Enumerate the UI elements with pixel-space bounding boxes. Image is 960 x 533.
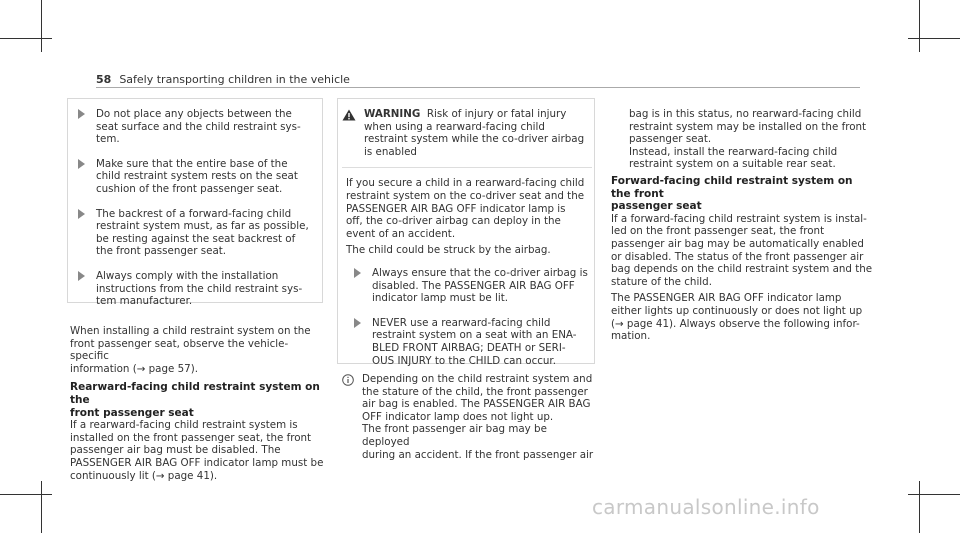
bullet-line: Make sure that the entire base of the (96, 157, 288, 170)
warning-label: WARNING (364, 108, 421, 120)
text-line: the stature of the child, the front passenger (362, 385, 588, 398)
warning-title-line: is enabled (364, 145, 417, 158)
page-title: Safely transporting children in the vehicle (119, 73, 350, 86)
crop-mark (41, 481, 42, 533)
crop-mark (908, 494, 960, 495)
crop-mark (0, 494, 52, 495)
bullet-line: disabled. The PASSENGER AIR BAG OFF (372, 279, 575, 292)
warning-triangle-icon (342, 109, 356, 121)
text-line: restraint system on the co-driver seat and the (346, 189, 585, 202)
arrow-bullet-icon (78, 271, 85, 281)
text-line: The front passenger air bag may be deployed (362, 423, 547, 448)
text-line: Depending on the child restraint system and (362, 373, 593, 385)
bullet-line: tem. (96, 133, 120, 146)
bullet-line: seat surface and the child restraint sys- (96, 120, 301, 133)
crop-mark (0, 38, 52, 39)
text-line: bag is in this status, no rearward-facing child (629, 108, 862, 120)
bullet-line: instructions from the child restraint sys- (96, 282, 303, 295)
warning-content (342, 108, 592, 379)
left-column (70, 108, 320, 320)
text-line: installed on the front passenger seat, the front (70, 431, 312, 444)
text-line: information (→ page 57). (70, 362, 199, 375)
left-text (70, 325, 326, 482)
bullet-line: Do not place any objects between the (96, 108, 292, 120)
text-line: stature of the child. (611, 275, 712, 288)
bullet-line: OUS INJURY to the CHILD can occur. (372, 354, 556, 367)
text-line: If a rearward-facing child restraint system is (70, 419, 298, 432)
warning-title-line: WARNING Risk of injury or fatal injury (364, 108, 567, 120)
text-line: PASSENGER AIR BAG OFF indicator lamp must be (70, 456, 324, 469)
text-line: air bag is enabled. The PASSENGER AIR BAG (362, 398, 591, 411)
text-line: or disabled. The status of the front passenger air (611, 250, 864, 263)
text-line: front passenger seat, observe the vehicle-specific (70, 337, 289, 363)
text-line: mation. (611, 330, 651, 343)
arrow-bullet-icon (78, 209, 85, 219)
text-line: The child could be struck by the airbag. (346, 244, 551, 257)
text-line: PASSENGER AIR BAG OFF indicator lamp is (346, 202, 566, 215)
paragraph (346, 177, 592, 240)
text-line: passenger air bag may be automatically enabled (611, 237, 864, 250)
divider (342, 167, 592, 168)
bullet-line: restraint system must, as far as possible, (96, 220, 309, 233)
arrow-bullet-icon (354, 318, 361, 328)
right-column (611, 108, 873, 343)
bullet-line: the front passenger seat. (96, 245, 227, 258)
text-line: If a forward-facing child restraint system is instal- (611, 212, 867, 225)
text-line: led on the front passenger seat, the front (611, 225, 825, 238)
bullet-item (70, 108, 320, 146)
page-header (96, 73, 350, 86)
text-line: passenger seat. (629, 133, 712, 146)
crop-mark (908, 38, 960, 39)
arrow-bullet-icon (354, 268, 361, 278)
header-rule (96, 87, 860, 88)
warning-header (342, 108, 592, 158)
text-line: When installing a child restraint system on the (70, 325, 311, 337)
text-line: off, the co-driver airbag can deploy in the (346, 215, 561, 228)
page-number: 58 (96, 73, 112, 86)
bullet-line: NEVER use a rearward-facing child (372, 316, 551, 329)
bullet-line: be resting against the seat backrest of (96, 232, 296, 245)
bullet-line: BLED FRONT AIRBAG; DEATH or SERI- (372, 341, 566, 354)
text-line: event of an accident. (346, 227, 456, 240)
crop-mark (41, 0, 42, 52)
paragraph (70, 419, 326, 482)
text-line: bag depends on the child restraint system and the (611, 263, 873, 276)
section-heading: Forward-facing child restraint system on the front passenger seat (611, 174, 853, 213)
text-line: restraint system may be installed on the front (629, 120, 867, 133)
text-line: Instead, install the rearward-facing child (629, 145, 838, 158)
bullet-item (346, 267, 592, 305)
info-note (342, 373, 594, 461)
text-line: The PASSENGER AIR BAG OFF indicator lamp (611, 292, 842, 305)
paragraph (611, 292, 873, 342)
text-line: during an accident. If the front passenger air (362, 448, 594, 461)
arrow-bullet-icon (78, 159, 85, 169)
bullet-item (70, 208, 320, 258)
text-line: OFF indicator lamp does not light up. (362, 410, 554, 423)
text-line: continuously lit (→ page 41). (70, 469, 218, 482)
bullet-line: Always ensure that the co-driver airbag is (372, 266, 588, 279)
info-icon (342, 374, 354, 386)
bullet-line: child restraint system rests on the seat (96, 170, 298, 183)
paragraph (611, 108, 873, 171)
bullet-line: indicator lamp must be lit. (372, 292, 509, 305)
bullet-item (70, 270, 320, 308)
bullet-line: The backrest of a forward-facing child (96, 207, 292, 220)
text-line: passenger air bag must be disabled. The (70, 444, 281, 457)
paragraph (611, 213, 873, 289)
bullet-item (346, 317, 592, 367)
text-line: If you secure a child in a rearward-facing child (346, 177, 585, 190)
crop-mark (919, 481, 920, 533)
text-line: either lights up continuously or does not light up (611, 304, 863, 317)
section-heading: Rearward-facing child restraint system on the front passenger seat (70, 381, 320, 419)
paragraph (346, 244, 592, 257)
warning-title-line: when using a rearward-facing child (364, 120, 545, 133)
bullet-item (70, 158, 320, 196)
text-line: restraint system on a suitable rear seat. (629, 158, 836, 171)
paragraph (70, 325, 326, 375)
crop-mark (919, 0, 920, 52)
bullet-line: cushion of the front passenger seat. (96, 182, 283, 195)
watermark: carmanualsonline.info (592, 495, 820, 519)
bullet-line: restraint system on a seat with an ENA- (372, 329, 577, 342)
arrow-bullet-icon (78, 109, 85, 119)
warning-title-line: restraint system while the co-driver airbag (364, 133, 585, 146)
text-line: (→ page 41). Always observe the following infor- (611, 317, 860, 330)
bullet-line: tem manufacturer. (96, 295, 193, 308)
bullet-line: Always comply with the installation (96, 269, 279, 282)
